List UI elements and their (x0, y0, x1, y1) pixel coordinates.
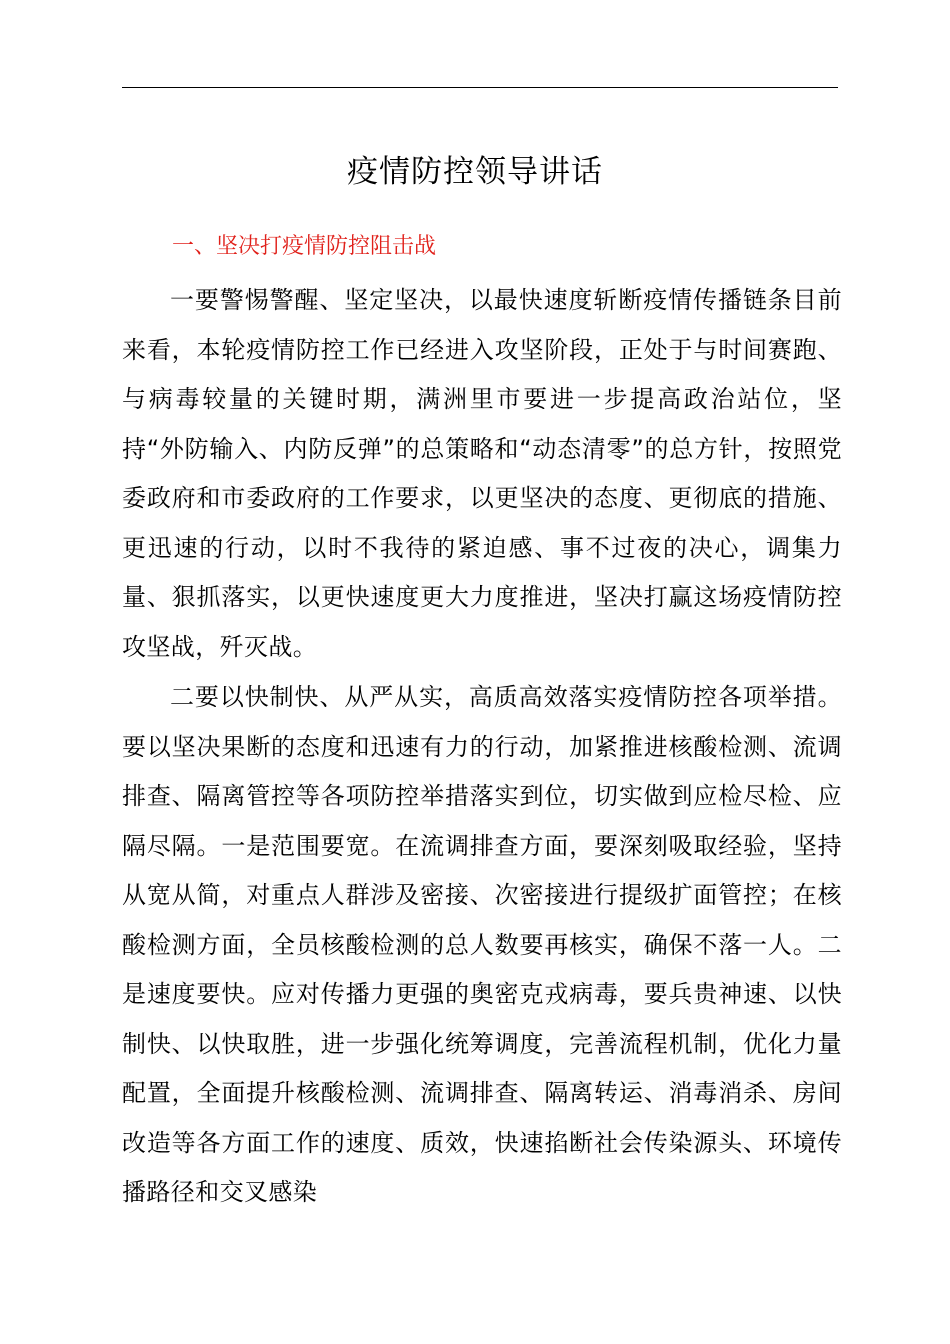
header-rule (122, 87, 838, 88)
paragraph-1: 一要警惕警醒、坚定坚决，以最快速度斩断疫情传播链条目前来看，本轮疫情防控工作已经进入攻坚阶段，正处于与时间赛跑、与病毒较量的关键时期，满洲里市要进一步提高政治站位，坚持“外防输入、内防反弹”的总策略和“动态清零”的总方针，按照党委政府和市委政府的工作要求，以更坚决的态度、更彻底的措施、更迅速的行动，以时不我待的紧迫感、事不过夜的决心，调集力量、狠抓落实，以更快速度更大力度推进，坚决打赢这场疫情防控攻坚战，歼灭战。 (122, 286, 842, 661)
paragraph-2: 二要以快制快、从严从实，高质高效落实疫情防控各项举措。要以坚决果断的态度和迅速有力的行动，加紧推进核酸检测、流调排查、隔离管控等各项防控举措落实到位，切实做到应检尽检、应隔尽隔。一是范围要宽。在流调排查方面，要深刻吸取经验，坚持从宽从简，对重点人群涉及密接、次密接进行提级扩面管控；在核酸检测方面，全员核酸检测的总人数要再核实，确保不落一人。二是速度要快。应对传播力更强的奥密克戎病毒，要兵贵神速、以快制快、以快取胜，进一步强化统筹调度，完善流程机制，优化力量配置，全面提升核酸检测、流调排查、隔离转运、消毒消杀、房间改造等各方面工作的速度、质效，快速掐断社会传染源头、环境传播路径和交叉感染 (122, 683, 842, 1206)
section-heading: 一、坚决打疫情防控阻击战 (172, 234, 437, 259)
document-title: 疫情防控领导讲话 (347, 154, 603, 190)
